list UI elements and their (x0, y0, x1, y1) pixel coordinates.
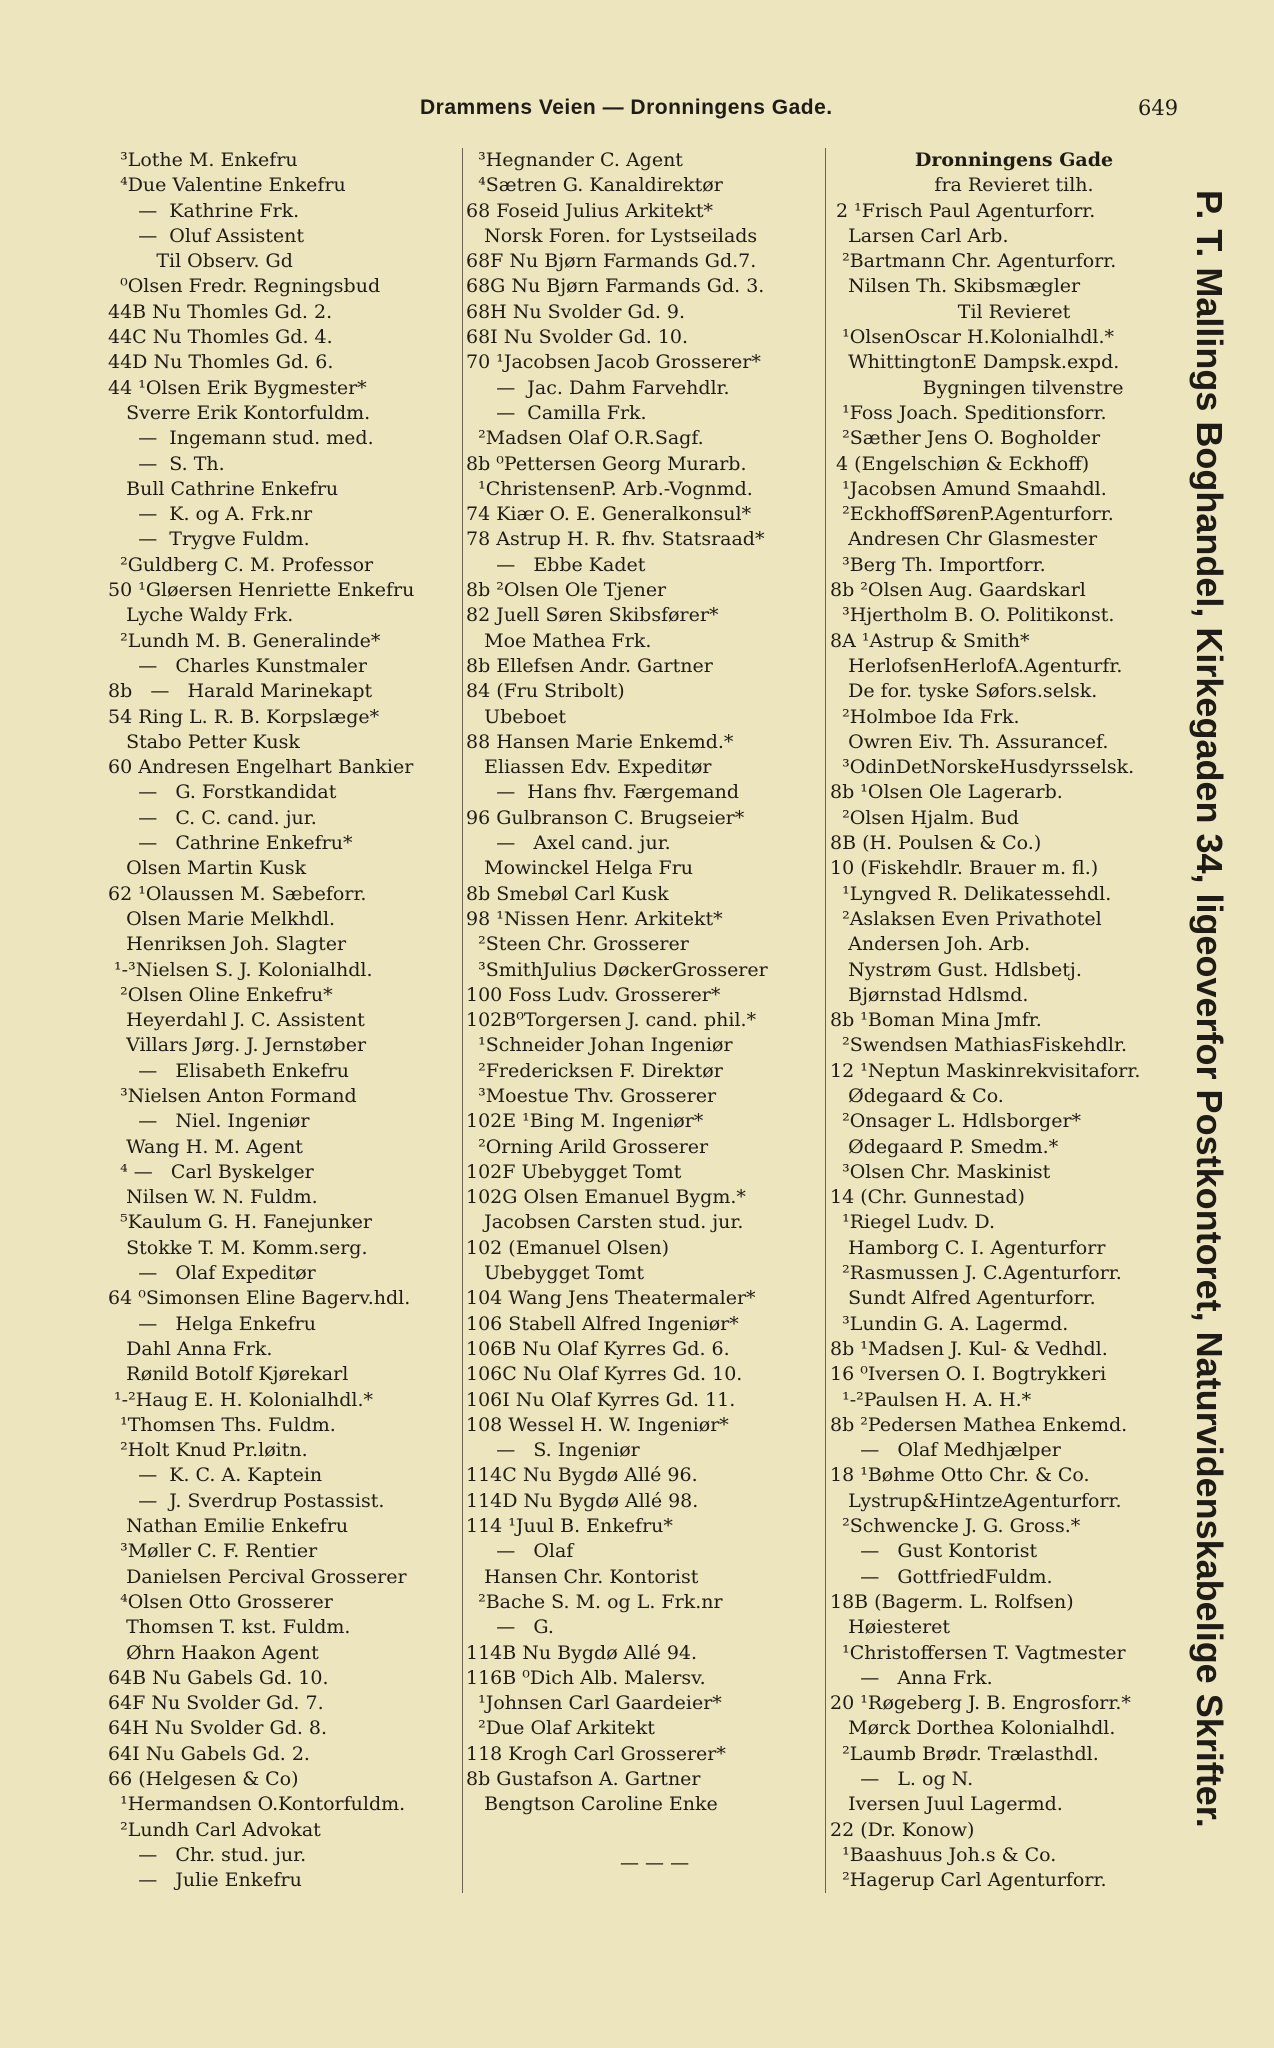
directory-entry: 8b ¹Madsen J. Kul- & Vedhdl. (830, 1337, 1108, 1360)
directory-entry: 64B Nu Gabels Gd. 10. (108, 1666, 329, 1689)
directory-entry: — K. og A. Frk.nr (108, 503, 313, 526)
directory-entry: 102 (Emanuel Olsen) (466, 1236, 670, 1259)
directory-entry: Dahl Anna Frk. (108, 1337, 273, 1360)
directory-entry: Andresen Chr Glasmester (830, 528, 1098, 551)
directory-entry: 44D Nu Thomles Gd. 6. (108, 351, 334, 374)
directory-entry: — Julie Enkefru (108, 1869, 302, 1892)
directory-entry: — Olaf Medhjælper (830, 1439, 1061, 1462)
directory-entry: Danielsen Percival Grosserer (108, 1565, 407, 1588)
directory-entry: 102B⁰Torgersen J. cand. phil.* (466, 1009, 757, 1032)
directory-entry: — Hans fhv. Færgemand (466, 781, 740, 804)
directory-entry: ⁰Olsen Fredr. Regningsbud (108, 275, 381, 298)
directory-entry: Andersen Joh. Arb. (830, 933, 1031, 956)
directory-entry: ¹Thomsen Ths. Fuldm. (108, 1413, 336, 1436)
directory-entry: 8b ¹Boman Mina Jmfr. (830, 1009, 1042, 1032)
directory-entry: ²Holmboe Ida Frk. (830, 705, 1020, 728)
directory-entry: 8b ²Olsen Aug. Gaardskarl (830, 579, 1086, 602)
directory-entry: 4 (Engelschiøn & Eckhoff) (830, 452, 1090, 475)
directory-entry: 16 ⁰Iversen O. I. Bogtrykkeri (830, 1363, 1107, 1386)
directory-entry: 68F Nu Bjørn Farmands Gd.7. (466, 250, 757, 273)
directory-entry: ²Bache S. M. og L. Frk.nr (466, 1590, 723, 1613)
directory-entry: 108 Wessel H. W. Ingeniør* (466, 1413, 729, 1436)
directory-entry: 50 ¹Gløersen Henriette Enkefru (108, 579, 415, 602)
directory-entry: 64F Nu Svolder Gd. 7. (108, 1692, 324, 1715)
directory-entry: — Niel. Ingeniør (108, 1110, 310, 1133)
sidebar-ad-text: P. T. Mallings Boghandel, Kirkegaden 34, ligeoverfor Postkontoret, Naturvidenskabelige Skrifter. (1189, 190, 1230, 1828)
directory-entry: ³OdinDetNorskeHusdyrsselsk. (830, 756, 1135, 779)
directory-entry: ⁴Sætren G. Kanaldirektør (466, 174, 723, 197)
directory-entry: 114B Nu Bygdø Allé 94. (466, 1641, 698, 1664)
directory-entry: 98 ¹Nissen Henr. Arkitekt* (466, 907, 723, 930)
directory-entry: ²Lundh Carl Advokat (108, 1818, 321, 1841)
directory-entry: 102G Olsen Emanuel Bygm.* (466, 1186, 746, 1209)
directory-entry: 8b Ellefsen Andr. Gartner (466, 654, 713, 677)
directory-entry: Til Observ. Gd (108, 250, 293, 273)
directory-entry: ²Due Olaf Arkitekt (466, 1717, 655, 1740)
directory-entry: ²Onsager L. Hdlsborger* (830, 1110, 1082, 1133)
directory-entry: WhittingtonE Dampsk.expd. (830, 351, 1120, 374)
directory-entry: Nathan Emilie Enkefru (108, 1515, 349, 1538)
directory-entry: — C. C. cand. jur. (108, 806, 317, 829)
directory-entry: ²Steen Chr. Grosserer (466, 933, 689, 956)
directory-entry: ³Hjertholm B. O. Politikonst. (830, 604, 1115, 627)
directory-entry: 68 Foseid Julius Arkitekt* (466, 199, 714, 222)
directory-entry: ⁴Olsen Otto Grosserer (108, 1590, 333, 1613)
directory-entry: — Axel cand. jur. (466, 832, 671, 855)
directory-entry: — Chr. stud. jur. (108, 1843, 307, 1866)
directory-entry: Bjørnstad Hdlsmd. (830, 983, 1029, 1006)
directory-entry: Sverre Erik Kontorfuldm. (108, 401, 371, 424)
directory-entry: ¹ChristensenP. Arb.-Vognmd. (466, 477, 753, 500)
directory-entry: Jacobsen Carsten stud. jur. (466, 1211, 744, 1234)
directory-entry: 8b Smebøl Carl Kusk (466, 882, 669, 905)
directory-entry: Norsk Foren. for Lystseilads (466, 224, 758, 247)
directory-entry: ⁴Due Valentine Enkefru (108, 174, 346, 197)
directory-entry: Owren Eiv. Th. Assurancef. (830, 730, 1109, 753)
directory-entry: ²Olsen Oline Enkefru* (108, 983, 333, 1006)
directory-entry: 10 (Fiskehdlr. Brauer m. fl.) (830, 857, 1099, 880)
directory-entry: 64H Nu Svolder Gd. 8. (108, 1717, 328, 1740)
directory-entry: 100 Foss Ludv. Grosserer* (466, 983, 721, 1006)
directory-entry: 12 ¹Neptun Maskinrekvisitaforr. (830, 1059, 1141, 1082)
directory-entry: 68H Nu Svolder Gd. 9. (466, 300, 686, 323)
directory-column-3 (830, 148, 1198, 1893)
directory-entry: ²Bartmann Chr. Agenturforr. (830, 250, 1117, 273)
directory-entry: 102E ¹Bing M. Ingeniør* (466, 1110, 704, 1133)
directory-entry: — Ingemann stud. med. (108, 427, 374, 450)
directory-entry: 8b ²Pedersen Mathea Enkemd. (830, 1413, 1128, 1436)
directory-entry: 20 ¹Røgeberg J. B. Engrosforr.* (830, 1692, 1131, 1715)
directory-entry: Lyche Waldy Frk. (108, 604, 294, 627)
directory-entry: ²Rasmussen J. C.Agenturforr. (830, 1262, 1122, 1285)
directory-entry: ¹OlsenOscar H.Kolonialhdl.* (830, 326, 1114, 349)
directory-entry: 64I Nu Gabels Gd. 2. (108, 1742, 310, 1765)
directory-entry: 114D Nu Bygdø Allé 98. (466, 1489, 699, 1512)
directory-entry: — Gust Kontorist (830, 1540, 1038, 1563)
directory-entry: Thomsen T. kst. Fuldm. (108, 1616, 351, 1639)
directory-entry: Øhrn Haakon Agent (108, 1641, 319, 1664)
directory-entry: — G. Forstkandidat (108, 781, 337, 804)
directory-entry: Olsen Martin Kusk (108, 857, 307, 880)
directory-entry: 106 Stabell Alfred Ingeniør* (466, 1312, 739, 1335)
directory-entry: ³Moestue Thv. Grosserer (466, 1084, 717, 1107)
directory-entry: 102F Ubebygget Tomt (466, 1160, 682, 1183)
page-header (0, 96, 1274, 136)
directory-column-2 (466, 148, 828, 1818)
directory-entry: Iversen Juul Lagermd. (830, 1793, 1063, 1816)
directory-entry: — G. (466, 1616, 554, 1639)
directory-entry: Wang H. M. Agent (108, 1135, 303, 1158)
directory-entry: ²Swendsen MathiasFiskehdlr. (830, 1034, 1127, 1057)
directory-entry: Stokke T. M. Komm.serg. (108, 1236, 368, 1259)
directory-entry: 116B ⁰Dich Alb. Malersv. (466, 1666, 706, 1689)
directory-entry: Rønild Botolf Kjørekarl (108, 1363, 349, 1386)
directory-entry: — Charles Kunstmaler (108, 654, 367, 677)
directory-entry: ¹Christoffersen T. Vagtmester (830, 1641, 1126, 1664)
directory-entry: — K. C. A. Kaptein (108, 1464, 323, 1487)
directory-entry: ¹Foss Joach. Speditionsforr. (830, 401, 1107, 424)
directory-entry: Bengtson Caroline Enke (466, 1793, 718, 1816)
directory-entry: — Jac. Dahm Farvehdlr. (466, 376, 730, 399)
directory-entry: ²Hagerup Carl Agenturforr. (830, 1869, 1107, 1892)
directory-entry: ³Lundin G. A. Lagermd. (830, 1312, 1069, 1335)
directory-entry: Lystrup&HintzeAgenturforr. (830, 1489, 1122, 1512)
directory-entry: ³Olsen Chr. Maskinist (830, 1160, 1051, 1183)
directory-entry: ²Guldberg C. M. Professor (108, 553, 374, 576)
directory-entry: 84 (Fru Stribolt) (466, 680, 625, 703)
directory-entry: 18B (Bagerm. L. Rolfsen) (830, 1590, 1074, 1613)
directory-entry: Larsen Carl Arb. (830, 224, 1009, 247)
directory-entry: Mørck Dorthea Kolonialhdl. (830, 1717, 1116, 1740)
directory-entry: 8b ⁰Pettersen Georg Murarb. (466, 452, 747, 475)
directory-entry: 14 (Chr. Gunnestad) (830, 1186, 1025, 1209)
directory-entry: 78 Astrup H. R. fhv. Statsraad* (466, 528, 765, 551)
directory-entry: — L. og N. (830, 1768, 974, 1790)
directory-entry: 60 Andresen Engelhart Bankier (108, 756, 414, 779)
directory-entry: 8b ¹Olsen Ole Lagerarb. (830, 781, 1063, 804)
directory-entry: — Elisabeth Enkefru (108, 1059, 349, 1082)
directory-entry: — Kathrine Frk. (108, 199, 300, 222)
directory-entry: 114C Nu Bygdø Allé 96. (466, 1464, 698, 1487)
directory-entry: — S. Ingeniør (466, 1439, 640, 1462)
directory-entry: — Oluf Assistent (108, 224, 305, 247)
directory-entry: 106B Nu Olaf Kyrres Gd. 6. (466, 1337, 730, 1360)
directory-entry: — Ebbe Kadet (466, 553, 646, 576)
directory-entry: De for. tyske Søfors.selsk. (830, 680, 1098, 703)
directory-entry: ³Lothe M. Enkefru (108, 149, 298, 171)
directory-entry: ²Schwencke J. G. Gross.* (830, 1515, 1081, 1538)
directory-entry: ¹-²Paulsen H. A. H.* (830, 1388, 1032, 1411)
directory-entry: 66 (Helgesen & Co) (108, 1768, 299, 1790)
directory-entry: 88 Hansen Marie Enkemd.* (466, 730, 734, 753)
directory-entry: 54 Ring L. R. B. Korpslæge* (108, 705, 380, 728)
sidebar-advertisement (1189, 190, 1260, 1870)
directory-entry: ¹Riegel Ludv. D. (830, 1211, 996, 1234)
directory-entry: HerlofsenHerlofA.Agenturfr. (830, 654, 1123, 677)
directory-entry: 68I Nu Svolder Gd. 10. (466, 326, 689, 349)
directory-entry: 44 ¹Olsen Erik Bygmester* (108, 376, 367, 399)
directory-entry: 70 ¹Jacobsen Jacob Grosserer* (466, 351, 761, 374)
directory-entry: 8b ²Olsen Ole Tjener (466, 579, 667, 602)
directory-entry: ³Møller C. F. Rentier (108, 1540, 318, 1563)
directory-entry: 8b — Harald Marinekapt (108, 680, 373, 703)
directory-entry: Sundt Alfred Agenturforr. (830, 1287, 1096, 1310)
directory-entry: Bygningen tilvenstre (904, 376, 1124, 399)
directory-entry: ²Sæther Jens O. Bogholder (830, 427, 1101, 450)
directory-entry: — Olaf Expeditør (108, 1262, 316, 1285)
directory-entry: ¹Johnsen Carl Gaardeier* (466, 1692, 722, 1715)
directory-entry: Moe Mathea Frk. (466, 629, 652, 652)
directory-column-1 (108, 148, 468, 1893)
directory-entry: 118 Krogh Carl Grosserer* (466, 1742, 726, 1765)
directory-entry: 114 ¹Juul B. Enkefru* (466, 1515, 673, 1538)
directory-entry: — Camilla Frk. (466, 401, 647, 424)
page-title: Drammens Veien — Dronningens Gade. (420, 96, 833, 119)
directory-entry: 2 ¹Frisch Paul Agenturforr. (830, 199, 1096, 222)
directory-entry: Eliassen Edv. Expeditør (466, 756, 712, 779)
directory-entry: ²Holt Knud Pr.løitn. (108, 1439, 308, 1462)
directory-entry: 106C Nu Olaf Kyrres Gd. 10. (466, 1363, 743, 1386)
directory-entry: — Olaf (466, 1540, 574, 1563)
directory-entry: ¹-²Haug E. H. Kolonialhdl.* (108, 1388, 373, 1411)
directory-entry: Dronningens Gade (914, 149, 1114, 171)
directory-entry: 74 Kiær O. E. Generalkonsul* (466, 503, 752, 526)
directory-entry: Bull Cathrine Enkefru (108, 477, 339, 500)
directory-entry: Henriksen Joh. Slagter (108, 933, 347, 956)
directory-entry: — Cathrine Enkefru* (108, 832, 353, 855)
directory-entry: Nilsen W. N. Fuldm. (108, 1186, 318, 1209)
directory-entry: Olsen Marie Melkhdl. (108, 907, 336, 930)
directory-entry: ¹Lyngved R. Delikatessehdl. (830, 882, 1112, 905)
directory-entry: Nystrøm Gust. Hdlsbetj. (830, 958, 1082, 981)
directory-entry: ²Orning Arild Grosserer (466, 1135, 709, 1158)
directory-entry: Stabo Petter Kusk (108, 730, 300, 753)
directory-entry: 104 Wang Jens Theatermaler* (466, 1287, 756, 1310)
directory-entry: 8b Gustafson A. Gartner (466, 1768, 701, 1790)
directory-entry: ⁵Kaulum G. H. Fanejunker (108, 1211, 372, 1234)
directory-entry: 44C Nu Thomles Gd. 4. (108, 326, 333, 349)
directory-entry: Nilsen Th. Skibsmægler (830, 275, 1081, 298)
directory-entry: ¹Schneider Johan Ingeniør (466, 1034, 733, 1057)
directory-entry: ¹Baashuus Joh.s & Co. (830, 1843, 1057, 1866)
directory-entry: ³Hegnander C. Agent (466, 149, 683, 171)
directory-entry: 22 (Dr. Konow) (830, 1818, 975, 1841)
directory-entry: ³SmithJulius DøckerGrosserer (466, 958, 768, 981)
directory-entry: 8B (H. Poulsen & Co.) (830, 832, 1042, 855)
directory-entry: 62 ¹Olaussen M. Sæbeforr. (108, 882, 367, 905)
directory-entry: ²Laumb Brødr. Trælasthdl. (830, 1742, 1099, 1765)
directory-entry: — Helga Enkefru (108, 1312, 316, 1335)
directory-entry: 64 ⁰Simonsen Eline Bagerv.hdl. (108, 1287, 411, 1310)
directory-entry: Til Revieret (957, 300, 1071, 323)
directory-entry: Heyerdahl J. C. Assistent (108, 1009, 365, 1032)
directory-entry: ⁴ — Carl Byskelger (108, 1160, 314, 1183)
directory-entry: ²Madsen Olaf O.R.Sagf. (466, 427, 704, 450)
directory-entry: ²EckhoffSørenP.Agenturforr. (830, 503, 1114, 526)
directory-entry: ³Berg Th. Importforr. (830, 553, 1046, 576)
directory-entry: ¹Jacobsen Amund Smaahdl. (830, 477, 1107, 500)
directory-entry: fra Revieret tilh. (934, 174, 1094, 197)
directory-entry: 18 ¹Bøhme Otto Chr. & Co. (830, 1464, 1090, 1487)
directory-entry: — Anna Frk. (830, 1666, 993, 1689)
directory-entry: Høiesteret (830, 1616, 951, 1639)
directory-entry: 106I Nu Olaf Kyrres Gd. 11. (466, 1388, 736, 1411)
directory-entry: — Trygve Fuldm. (108, 528, 310, 551)
directory-entry: ²Fredericksen F. Direktør (466, 1059, 723, 1082)
directory-entry: Ødegaard P. Smedm.* (830, 1135, 1059, 1158)
directory-entry: ²Aslaksen Even Privathotel (830, 907, 1102, 930)
directory-entry: Ødegaard & Co. (830, 1084, 1004, 1107)
directory-entry: Hansen Chr. Kontorist (466, 1565, 699, 1588)
directory-entry: — S. Th. (108, 452, 225, 475)
directory-entry: Villars Jørg. J. Jernstøber (108, 1034, 367, 1057)
directory-entry: ²Olsen Hjalm. Bud (830, 806, 1019, 829)
directory-entry: Hamborg C. I. Agenturforr (830, 1236, 1106, 1259)
directory-entry: ³Nielsen Anton Formand (108, 1084, 357, 1107)
directory-entry: 82 Juell Søren Skibsfører* (466, 604, 719, 627)
directory-entry: Ubeboet (466, 705, 567, 728)
directory-entry: 96 Gulbranson C. Brugseier* (466, 806, 745, 829)
directory-entry: — GottfriedFuldm. (830, 1565, 1053, 1588)
directory-entry: ²Lundh M. B. Generalinde* (108, 629, 381, 652)
directory-entry: ¹-³Nielsen S. J. Kolonialhdl. (108, 958, 373, 981)
directory-entry: — J. Sverdrup Postassist. (108, 1489, 385, 1512)
directory-entry: Ubebygget Tomt (466, 1262, 644, 1285)
directory-entry: 68G Nu Bjørn Farmands Gd. 3. (466, 275, 765, 298)
directory-entry: 44B Nu Thomles Gd. 2. (108, 300, 333, 323)
directory-entry: Mowinckel Helga Fru (466, 857, 694, 880)
directory-entry: 8A ¹Astrup & Smith* (830, 629, 1030, 652)
end-mark: — — — (620, 1852, 690, 1874)
directory-entry: ¹Hermandsen O.Kontorfuldm. (108, 1793, 406, 1816)
page-number: 649 (1138, 96, 1179, 120)
